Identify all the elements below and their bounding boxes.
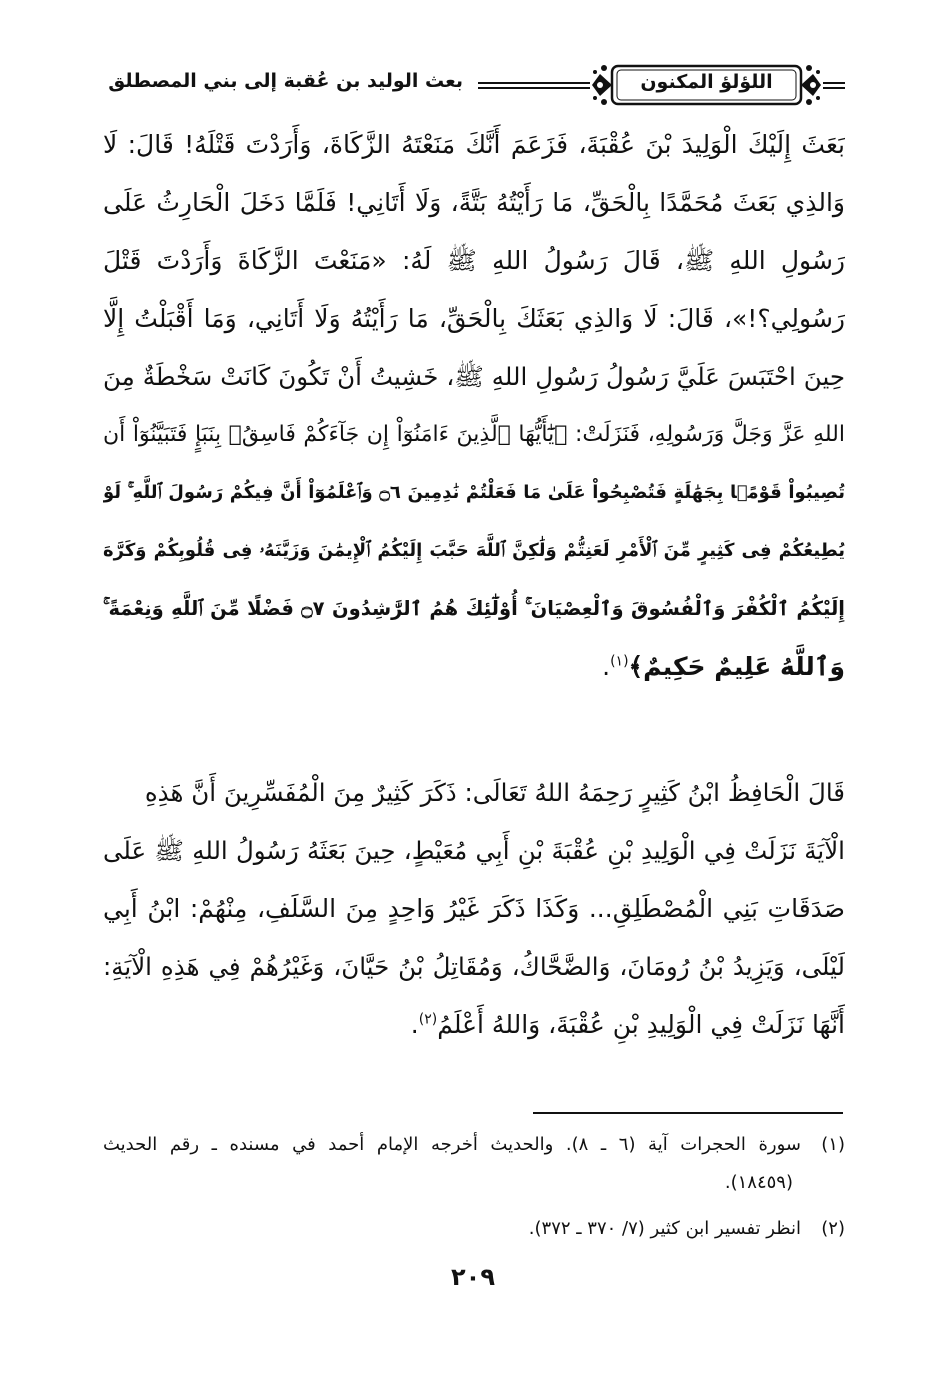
page-number: ٢٠٩: [451, 1263, 495, 1291]
quran-verse-line: تُصِيبُواْ قَوْمًۢا بِجَهَٰلَةٍ فَتُصْبِحُواْ عَلَىٰ مَا فَعَلْتُمْ نَٰدِمِينَ ۝٦ وَٱعْلَمُوٓاْ أَنَّ فِيكُمْ رَسُولَ ٱللَّهِ ۚ لَوْ: [103, 482, 845, 503]
footnote-separator: [533, 1112, 843, 1114]
line-end-punct: .: [410, 1010, 419, 1039]
text-line: صَدَقَاتِ بَنِي الْمُصْطَلِقِ... وَكَذَا ذَكَرَ غَيْرُ وَاحِدٍ مِنَ السَّلَفِ، مِنْهُمْ: ابْنُ أَبِي: [103, 894, 845, 923]
footnote-ref-1: (١): [610, 653, 629, 670]
line-end-punct: .: [602, 652, 611, 681]
text-line: وَالذِي بَعَثَ مُحَمَّدًا بِالْحَقِّ، مَا رَأَيْتُهُ بَتَّةً، وَلَا أَتَانِي! فَلَمَّا دَخَلَ الْحَارِثُ عَلَى: [103, 188, 845, 217]
quran-verse-end: وَٱللَّهُ عَلِيمٌ حَكِيمٌ﴾: [628, 652, 845, 681]
footnote-ref-2: (٢): [418, 1011, 438, 1028]
chapter-title: بعث الوليد بن عُقبة إلى بني المصطلق: [108, 70, 463, 92]
text-line: لَيْلَى، وَيَزِيدُ بْنُ رُومَانَ، وَالضَّحَّاكُ، وَمُقَاتِلُ بْنُ حَيَّانَ، وَغَيْرُهُمْ فِي هَذِهِ الْآيَةِ:: [103, 952, 845, 981]
footnote-1-continued: (١٨٤٥٩).: [724, 1172, 793, 1193]
text-line-last: [103, 642, 845, 692]
footnote-1: [103, 1128, 845, 1162]
text-line-end: أَنَّهَا نَزَلَتْ فِي الْوَلِيدِ بْنِ عُقْبَةَ، وَاللهُ أَعْلَمُ: [437, 1010, 845, 1039]
text-line: رَسُولِ اللهِ ﷺ، قَالَ رَسُولُ اللهِ ﷺ لَهُ: «مَنَعْتَ الزَّكَاةَ وَأَرَدْتَ قَتْلَ: [103, 246, 845, 275]
text-line: اللهِ عَزَّ وَجَلَّ وَرَسُولِهِ، فَنَزَلَتْ: ﴿يَٰٓأَيُّهَا ٱلَّذِينَ ءَامَنُوٓاْ إِن جَآءَكُمْ فَاسِقُۢ بِنَبَإٍ فَتَبَيَّنُوٓاْ أَن: [103, 422, 845, 447]
footnote-number: (١): [821, 1134, 845, 1155]
text-line: حِينَ احْتَبَسَ عَلَيَّ رَسُولُ رَسُولِ اللهِ ﷺ، خَشِيتُ أَنْ تَكُونَ كَانَتْ سَخْطَةٌ مِنَ: [103, 362, 845, 391]
header-rule-right: [823, 82, 845, 89]
text-line: بَعَثَ إِلَيْكَ الْوَلِيدَ بْنَ عُقْبَةَ، فَزَعَمَ أَنَّكَ مَنَعْتَهُ الزَّكَاةَ، وَأَرَدْتَ قَتْلَهُ! قَالَ: لَا: [103, 130, 845, 159]
running-header: [100, 58, 845, 114]
footnote-2: [103, 1212, 845, 1246]
text-line-last: [103, 1000, 845, 1050]
book-title-ornament: [590, 62, 823, 108]
footnote-text: انظر تفسير ابن كثير (٧/ ٣٧٠ ـ ٣٧٢).: [528, 1218, 801, 1239]
text-line: قَالَ الْحَافِظُ ابْنُ كَثِيرٍ رَحِمَهُ اللهُ تَعَالَى: ذَكَرَ كَثِيرٌ مِنَ الْمُفَسِّرِينَ أَنَّ هَذِهِ: [145, 778, 845, 807]
text-line: الْآيَةَ نَزَلَتْ فِي الْوَلِيدِ بْنِ عُقْبَةَ بْنِ أَبِي مُعَيْطٍ، حِينَ بَعَثَهُ رَسُولُ اللهِ ﷺ عَلَى: [103, 836, 845, 865]
text-line: رَسُولِي؟!»، قَالَ: لَا وَالذِي بَعَثَكَ بِالْحَقِّ، مَا رَأَيْتُهُ وَلَا أَتَانِي، وَمَا أَقْبَلْتُ إِلَّا: [103, 304, 845, 333]
footnote-text: سورة الحجرات آية (٦ ـ ٨). والحديث أخرجه الإمام أحمد في مسنده ـ رقم الحديث: [103, 1134, 801, 1155]
footnote-number: (٢): [821, 1218, 845, 1239]
header-rule-middle: [478, 82, 590, 89]
book-title: اللؤلؤ المكنون: [640, 71, 773, 93]
quran-verse-line: إِلَيْكُمُ ٱلْكُفْرَ وَٱلْفُسُوقَ وَٱلْعِصْيَانَ ۚ أُوْلَٰٓئِكَ هُمُ ٱلرَّٰشِدُونَ ۝٧ فَضْلًا مِّنَ ٱللَّهِ وَنِعْمَةً ۚ: [103, 597, 845, 620]
quran-verse-line: يُطِيعُكُمْ فِى كَثِيرٍ مِّنَ ٱلْأَمْرِ لَعَنِتُّمْ وَلَٰكِنَّ ٱللَّهَ حَبَّبَ إِلَيْكُمُ ٱلْإِيمَٰنَ وَزَيَّنَهُۥ فِى قُلُوبِكُمْ وَكَرَّهَ: [103, 540, 845, 561]
